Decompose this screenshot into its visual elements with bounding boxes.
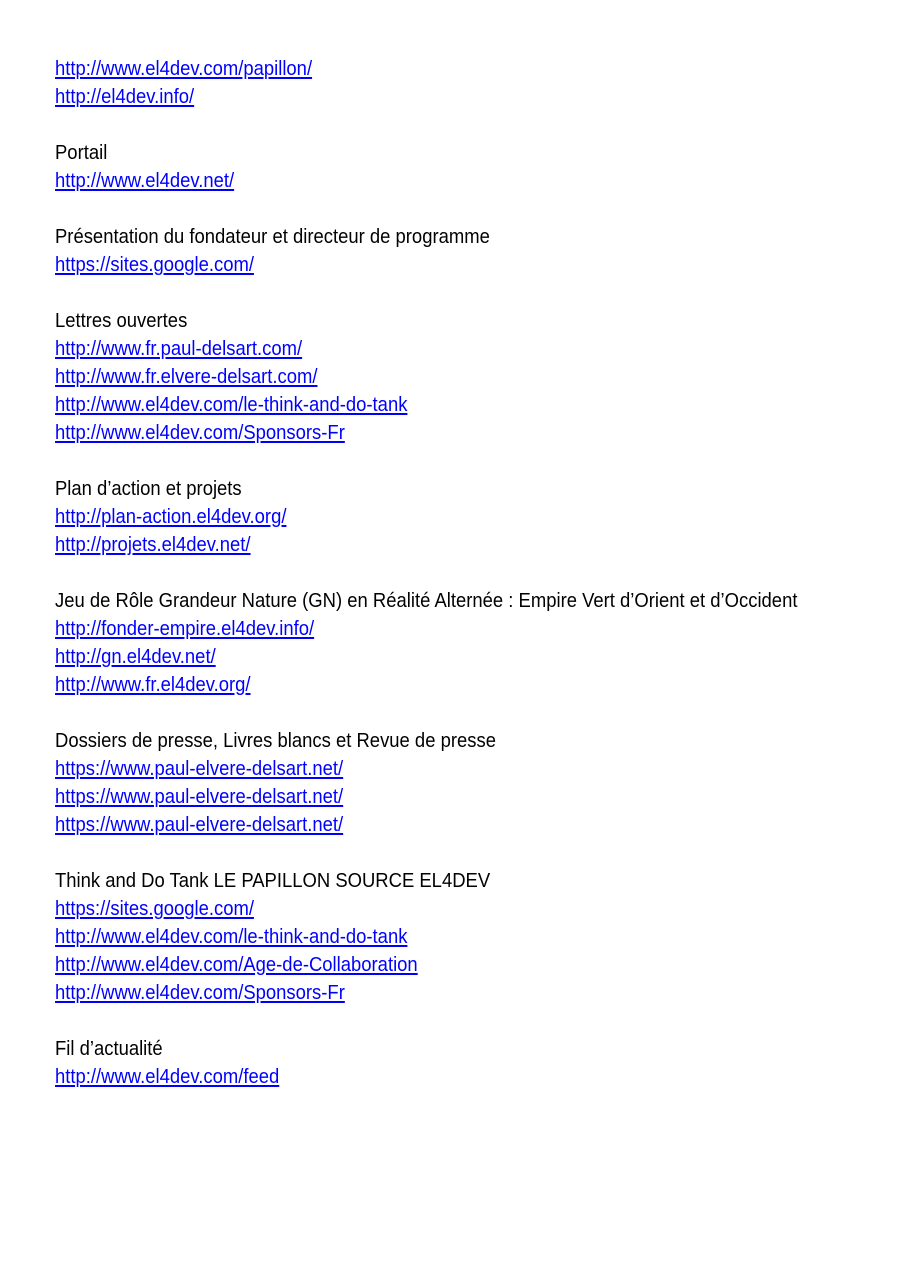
link[interactable]: https://sites.google.com/ <box>55 253 254 276</box>
link[interactable]: http://www.el4dev.com/le-think-and-do-tank <box>55 393 408 416</box>
section-heading: Plan d’action et projets <box>55 477 242 500</box>
link[interactable]: http://plan-action.el4dev.org/ <box>55 505 287 528</box>
section-heading: Présentation du fondateur et directeur de programme <box>55 225 490 248</box>
section-portail <box>55 139 793 195</box>
section-heading: Lettres ouvertes <box>55 309 188 332</box>
link[interactable]: http://www.fr.paul-delsart.com/ <box>55 337 303 360</box>
link[interactable]: http://www.el4dev.com/papillon/ <box>55 57 313 80</box>
section-think-and-do-tank <box>55 867 793 1007</box>
section-heading: Think and Do Tank LE PAPILLON SOURCE EL4DEV <box>55 869 491 892</box>
section-jeu-de-role <box>55 587 798 699</box>
link[interactable]: http://www.el4dev.com/feed <box>55 1065 280 1088</box>
link[interactable]: https://sites.google.com/ <box>55 897 254 920</box>
link[interactable]: http://www.el4dev.com/Sponsors-Fr <box>55 421 345 444</box>
link[interactable]: http://www.fr.elvere-delsart.com/ <box>55 365 318 388</box>
link[interactable]: http://www.el4dev.net/ <box>55 169 235 192</box>
link[interactable]: http://projets.el4dev.net/ <box>55 533 251 556</box>
document-page <box>55 55 798 1091</box>
section-lettres-ouvertes <box>55 307 793 447</box>
link[interactable]: http://www.el4dev.com/le-think-and-do-tank <box>55 925 408 948</box>
section-fil-actualite <box>55 1035 793 1091</box>
link[interactable]: http://www.el4dev.com/Age-de-Collaboration <box>55 953 418 976</box>
link[interactable]: http://fonder-empire.el4dev.info/ <box>55 617 315 640</box>
link[interactable]: http://www.fr.el4dev.org/ <box>55 673 251 696</box>
section-intro-links <box>55 55 793 111</box>
section-dossiers-presse <box>55 727 793 839</box>
section-heading: Dossiers de presse, Livres blancs et Revue de presse <box>55 729 496 752</box>
link[interactable]: http://www.el4dev.com/Sponsors-Fr <box>55 981 345 1004</box>
section-heading: Jeu de Rôle Grandeur Nature (GN) en Réalité Alternée : Empire Vert d’Orient et d’Occident <box>55 589 798 612</box>
link[interactable]: http://gn.el4dev.net/ <box>55 645 216 668</box>
section-presentation <box>55 223 793 279</box>
link[interactable]: https://www.paul-elvere-delsart.net/ <box>55 813 344 836</box>
link[interactable]: https://www.paul-elvere-delsart.net/ <box>55 785 344 808</box>
link[interactable]: https://www.paul-elvere-delsart.net/ <box>55 757 344 780</box>
section-plan-action <box>55 475 793 559</box>
link[interactable]: http://el4dev.info/ <box>55 85 195 108</box>
section-heading: Fil d’actualité <box>55 1037 163 1060</box>
section-heading: Portail <box>55 141 108 164</box>
